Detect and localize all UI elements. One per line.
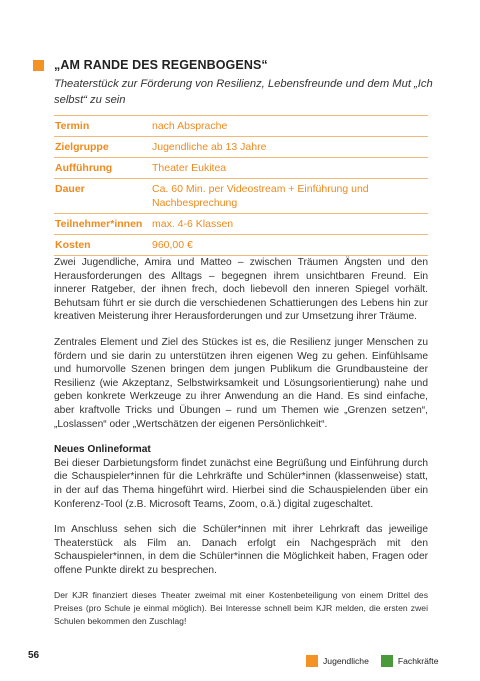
paragraph-story: Zwei Jugendliche, Amira und Matteo – zwischen Träumen Ängsten und den Herausforderungen des Alltags – begegnen ihrem unsichtbaren Freund. Ein innerer Ratgeber, der ihnen frech, doch liebevoll den inneren Spiegel vorhält. Behutsam führt er sie durch die verschiedenen Schattierungen des Lebens hin zur kreativen Meisterung ihrer Herausforderungen und zur Umsetzung ihrer Träume. bbox=[54, 257, 428, 323]
legend-item-jugendliche bbox=[306, 655, 369, 667]
info-value: Jugendliche ab 13 Jahre bbox=[152, 141, 267, 153]
subtitle: Theaterstück zur Förderung von Resilienz, Lebensfreunde und dem Mut „Ich selbst“ zu sein bbox=[54, 78, 433, 106]
info-row-auffuehrung bbox=[54, 158, 428, 179]
page-number: 56 bbox=[28, 650, 40, 661]
info-label: Termin bbox=[55, 120, 90, 132]
info-row-zielgruppe bbox=[54, 137, 428, 158]
info-row-dauer bbox=[54, 179, 428, 214]
green-square-icon bbox=[381, 655, 393, 667]
info-row-kosten bbox=[54, 235, 428, 256]
info-label: Kosten bbox=[55, 239, 91, 251]
info-value: Ca. 60 Min. per Videostream + Einführung und Nachbesprechung bbox=[152, 183, 369, 209]
legend-label: Fachkräfte bbox=[397, 656, 439, 666]
body-text bbox=[54, 256, 428, 640]
info-label: Dauer bbox=[55, 183, 85, 195]
audience-legend bbox=[306, 655, 450, 667]
info-label: Aufführung bbox=[55, 162, 113, 174]
legend-item-fachkraefte bbox=[381, 655, 439, 667]
funding-note: Der KJR finanziert dieses Theater zweimal mit einer Kostenbeteiligung von einem Drittel des Preises (pro Schule je einmal möglich). Bei Interesse schnell beim KJR melden, die ersten zwei Schulen bekommen den Zuschlag! bbox=[54, 590, 428, 627]
paragraph-film: Im Anschluss sehen sich die Schüler*innen mit ihrer Lehrkraft das jeweilige Theaterstück als Film an. Danach erfolgt ein Nachgespräch mit den Schauspieler*innen, in dem die Schüler*innen die Möglichkeit haben, Fragen oder offene Punkte direkt zu besprechen. bbox=[54, 524, 428, 576]
info-value: max. 4-6 Klassen bbox=[152, 218, 234, 230]
legend-label: Jugendliche bbox=[323, 656, 369, 666]
title-row bbox=[33, 58, 268, 72]
info-label: Zielgruppe bbox=[55, 141, 109, 153]
orange-square-marker bbox=[33, 60, 44, 71]
section-heading: Neues Onlineformat bbox=[54, 444, 151, 456]
info-value: 960,00 € bbox=[152, 239, 193, 251]
page-title: „AM RANDE DES REGENBOGENS“ bbox=[54, 58, 268, 72]
info-row-teilnehmer bbox=[54, 214, 428, 235]
info-label: Teilnehmer*innen bbox=[55, 218, 143, 230]
paragraph-format: Bei dieser Darbietungsform findet zunächst eine Begrüßung und Einführung durch die Schauspieler*innen für die Lehrkräfte und Schüler*innen (klassenweise) statt, in der auf das Thema hingeführt wird. Hierbei sind die Schauspielenden über ein Konferenz-Tool (z.B. Microsoft Teams, Zoom, o.ä.) digital zugeschaltet. bbox=[54, 457, 428, 510]
info-table bbox=[54, 115, 428, 256]
info-value: Theater Eukitea bbox=[152, 162, 227, 174]
orange-square-icon bbox=[306, 655, 318, 667]
paragraph-goal: Zentrales Element und Ziel des Stückes ist es, die Resilienz junger Menschen zu fördern und sie darin zu unterstützen ihren eigenen Weg zu gehen. Einfühlsame und humorvolle Szenen bringen dem jungen Publikum die Grundbausteine der Resilienz (wie Akzeptanz, Selbstwirksamkeit und Lösungsorientierung) nahe und geben konkrete Werkzeuge zu ihrer Anwendung an die Hand. Es sind einfache, aber kraftvolle Tricks und Übungen – rund um Themen wie „Grenzen setzen“, „Loslassen“ oder „Wertschätzen der eigenen Persönlichkeit“. bbox=[54, 336, 428, 430]
info-row-termin bbox=[54, 115, 428, 137]
info-value: nach Absprache bbox=[152, 120, 228, 132]
